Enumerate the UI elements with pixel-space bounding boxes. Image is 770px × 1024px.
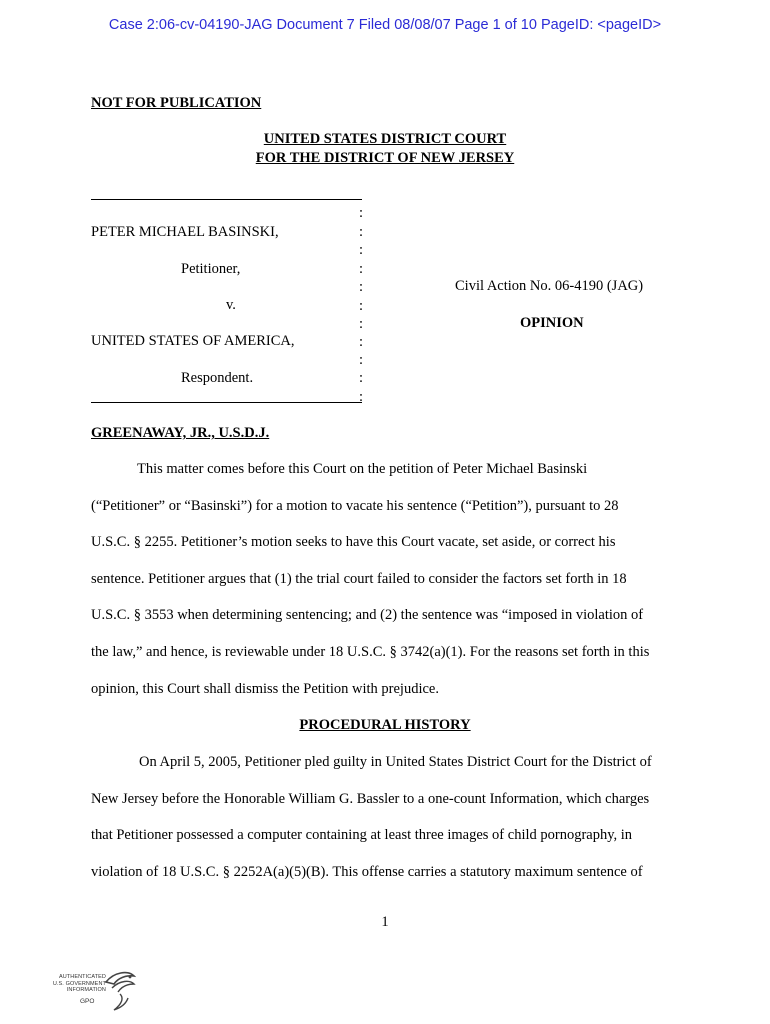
caption-colon: : (359, 316, 364, 332)
caption-colon: : (359, 279, 364, 295)
seal-line: U.S. GOVERNMENT (52, 980, 106, 987)
body-line: On April 5, 2005, Petitioner pled guilty in United States District Court for the District of (139, 754, 652, 770)
court-name-line-1: UNITED STATES DISTRICT COURT (263, 131, 507, 147)
court-name-line-2: FOR THE DISTRICT OF NEW JERSEY (255, 150, 515, 166)
body-line: violation of 18 U.S.C. § 2252A(a)(5)(B). This offense carries a statutory maximum sentence of (91, 864, 643, 880)
caption-colon: : (359, 334, 364, 350)
body-line: sentence. Petitioner argues that (1) the trial court failed to consider the factors set forth in 18 (91, 571, 627, 587)
publication-notice: NOT FOR PUBLICATION (91, 95, 262, 111)
caption-bottom-rule (91, 402, 362, 403)
eagle-seal-icon (100, 968, 140, 1016)
caption-colon: : (359, 389, 364, 405)
caption-colon: : (359, 298, 364, 314)
document-type: OPINION (520, 315, 584, 331)
section-heading: PROCEDURAL HISTORY (299, 717, 471, 733)
caption-colon: : (359, 370, 364, 386)
versus: v. (226, 297, 236, 313)
respondent-role: Respondent. (181, 370, 254, 386)
body-line: U.S.C. § 2255. Petitioner’s motion seeks to have this Court vacate, set aside, or correct his (91, 534, 616, 550)
caption-colon: : (359, 205, 364, 221)
caption-colon: : (359, 261, 364, 277)
seal-line: AUTHENTICATED (58, 974, 106, 980)
petitioner-role: Petitioner, (181, 261, 241, 277)
page-number: 1 (381, 914, 389, 930)
seal-line: INFORMATION (66, 987, 106, 993)
body-line: the law,” and hence, is reviewable under 18 U.S.C. § 3742(a)(1). For the reasons set forth in this (91, 644, 650, 660)
body-line: opinion, this Court shall dismiss the Petition with prejudice. (91, 681, 439, 697)
gpo-authentication-seal (44, 968, 140, 1016)
body-line: (“Petitioner” or “Basinski”) for a motion to vacate his sentence (“Petition”), pursuant to 28 (91, 498, 619, 514)
body-line: that Petitioner possessed a computer containing at least three images of child pornography, in (91, 827, 633, 843)
respondent-name: UNITED STATES OF AMERICA, (91, 333, 295, 349)
caption-colon: : (359, 224, 364, 240)
judge-name: GREENAWAY, JR., U.S.D.J. (91, 425, 270, 441)
body-line: U.S.C. § 3553 when determining sentencing; and (2) the sentence was “imposed in violation of (91, 607, 644, 623)
caption-colon: : (359, 242, 364, 258)
petitioner-name: PETER MICHAEL BASINSKI, (91, 224, 279, 240)
body-line: New Jersey before the Honorable William G. Bassler to a one-count Information, which charges (91, 791, 650, 807)
body-line: This matter comes before this Court on the petition of Peter Michael Basinski (137, 461, 588, 477)
seal-gpo-label: GPO (80, 998, 95, 1005)
caption-colon: : (359, 352, 364, 368)
civil-action-number: Civil Action No. 06-4190 (JAG) (455, 278, 644, 294)
caption-top-rule (91, 199, 362, 200)
case-header-stamp: Case 2:06-cv-04190-JAG Document 7 Filed 08/08/07 Page 1 of 10 PageID: <pageID> (108, 17, 662, 33)
